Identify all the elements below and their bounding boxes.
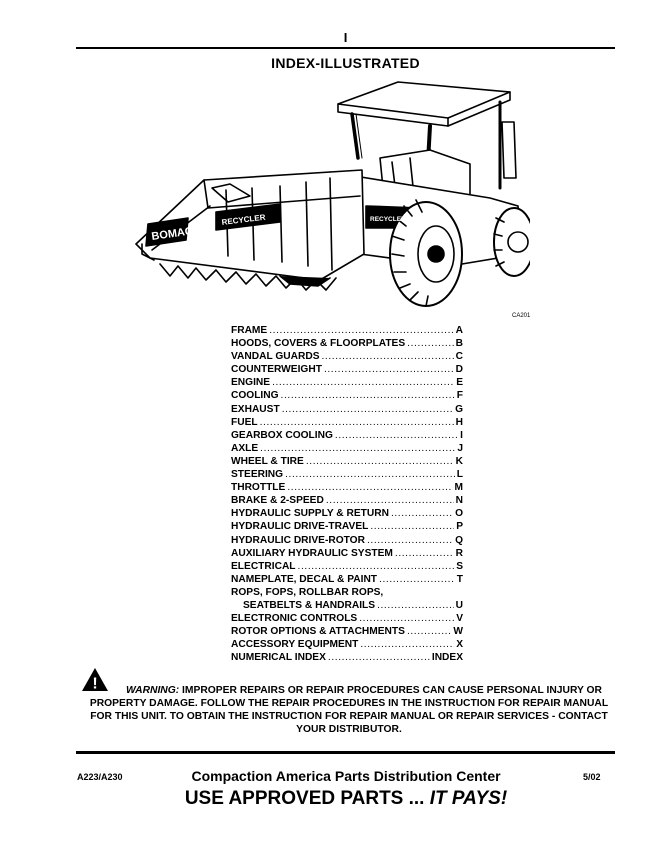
index-section-letter: I: [460, 429, 463, 441]
index-label: ELECTRONIC CONTROLS: [231, 613, 358, 625]
dot-leader: [370, 520, 454, 533]
index-section-letter: A: [455, 325, 463, 336]
dot-leader: [360, 638, 454, 651]
index-label: HYDRAULIC DRIVE-ROTOR: [231, 534, 365, 546]
dot-leader: [395, 547, 454, 560]
index-section-letter: R: [455, 547, 463, 559]
warning-text: IMPROPER REPAIRS OR REPAIR PROCEDURES CAN CAUSE PERSONAL INJURY OR PROPERTY DAMAGE. FOLLOW THE REPAIR PROCEDURES IN THE INSTRUCTION FOR REPAIR MANUAL FOR THIS UNIT. TO OBTAIN THE INSTRUCTION FOR REPAIR MANUAL OR REPAIR SERVICES - CONTACT YOUR DISTRIBUTOR.: [89, 685, 609, 736]
dot-leader: [260, 416, 454, 429]
index-section-letter: E: [456, 377, 463, 389]
dot-leader: [282, 403, 453, 416]
dot-leader: [377, 599, 454, 612]
index-row: [231, 350, 463, 363]
index-label: THROTTLE: [231, 482, 286, 494]
index-section-letter: Q: [455, 534, 463, 546]
index-section-letter: F: [456, 390, 463, 402]
warning-notice: [78, 684, 620, 736]
index-row: [231, 547, 463, 560]
page-title: INDEX-ILLUSTRATED: [271, 55, 420, 71]
index-row: [231, 651, 463, 664]
dot-leader: [379, 573, 455, 586]
index-label: VANDAL GUARDS: [231, 351, 320, 363]
index-label: FRAME: [231, 325, 268, 336]
index-section-letter: K: [455, 455, 463, 467]
index-label: NUMERICAL INDEX: [231, 652, 326, 664]
index-section-letter: H: [455, 416, 463, 428]
slogan-main: USE APPROVED PARTS ...: [184, 788, 430, 809]
index-row: [231, 625, 463, 638]
dot-leader: [260, 442, 455, 455]
svg-text:!: !: [92, 675, 98, 692]
index-section-letter: V: [456, 613, 463, 625]
index-section-letter: W: [453, 626, 463, 638]
dot-leader: [326, 494, 454, 507]
side-decal-text: RECYCLER: [370, 216, 406, 223]
figure-code: CA201: [512, 313, 531, 319]
revision-date: 5/02: [583, 772, 601, 782]
index-row: [231, 429, 463, 442]
index-label: ELECTRICAL: [231, 560, 296, 572]
index-row: [231, 468, 463, 481]
index-row: [231, 507, 463, 520]
section-index: [231, 324, 463, 664]
dot-leader: [328, 651, 430, 664]
index-row: [231, 560, 463, 573]
index-label: AXLE: [231, 442, 259, 454]
index-label: STEERING: [231, 469, 284, 481]
index-section-letter: J: [457, 442, 463, 454]
index-label: HYDRAULIC SUPPLY & RETURN: [231, 508, 389, 520]
index-label: HOODS, COVERS & FLOORPLATES: [231, 338, 406, 350]
index-row: [231, 494, 463, 507]
bottom-divider: [76, 751, 615, 754]
index-row: [231, 403, 463, 416]
slogan-emphasis: IT PAYS!: [429, 788, 508, 809]
index-row: [231, 534, 463, 547]
company-name: Compaction America Parts Distribution Center: [191, 768, 501, 784]
index-row: [231, 638, 463, 651]
index-row: [231, 520, 463, 533]
model-code: A223/A230: [77, 772, 123, 782]
index-label: EXHAUST: [231, 403, 280, 415]
index-section-letter: B: [455, 338, 463, 350]
dot-leader: [298, 560, 455, 573]
dot-leader: [281, 389, 455, 402]
index-row: [231, 455, 463, 468]
top-divider: [76, 47, 615, 49]
index-section-letter: N: [455, 495, 463, 507]
index-section-letter: L: [456, 469, 463, 481]
index-section-letter: U: [455, 599, 463, 611]
dot-leader: [359, 612, 454, 625]
slogan: [120, 788, 572, 810]
index-section-letter: M: [454, 482, 463, 494]
index-row: [231, 389, 463, 402]
model-decal-text: RECYCLER: [221, 212, 266, 227]
index-label: WHEEL & TIRE: [231, 455, 304, 467]
index-section-letter: G: [455, 403, 463, 415]
index-label: ENGINE: [231, 377, 271, 389]
index-row: [231, 481, 463, 494]
index-label: AUXILIARY HYDRAULIC SYSTEM: [231, 547, 393, 559]
dot-leader: [367, 534, 453, 547]
index-section-letter: D: [455, 364, 463, 376]
brand-decal-text: BOMAG: [150, 225, 195, 243]
warning-label: WARNING:: [125, 685, 180, 696]
dot-leader: [391, 507, 453, 520]
recycler-machine-illustration: [130, 78, 530, 310]
index-label: BRAKE & 2-SPEED: [231, 495, 324, 507]
index-row: [231, 416, 463, 429]
index-section-letter: O: [455, 508, 463, 520]
index-section-letter: INDEX: [431, 652, 463, 664]
index-section-letter: P: [456, 521, 463, 533]
index-section-letter: S: [456, 560, 463, 572]
dot-leader: [272, 376, 454, 389]
index-label: ROTOR OPTIONS & ATTACHMENTS: [231, 626, 405, 638]
index-row: [231, 599, 463, 612]
index-label: NAMEPLATE, DECAL & PAINT: [231, 573, 378, 585]
index-label: GEARBOX COOLING: [231, 429, 333, 441]
dot-leader: [321, 350, 453, 363]
index-label: SEATBELTS & HANDRAILS: [243, 599, 376, 611]
index-label: ACCESSORY EQUIPMENT: [231, 639, 359, 651]
index-label: ROPS, FOPS, ROLLBAR ROPS,: [231, 586, 384, 598]
index-row: [231, 376, 463, 389]
dot-leader: [407, 625, 451, 638]
index-row: [231, 586, 463, 599]
index-row: [231, 573, 463, 586]
index-section-letter: C: [455, 351, 463, 363]
dot-leader: [306, 455, 454, 468]
dot-leader: [285, 468, 455, 481]
index-label: FUEL: [231, 416, 258, 428]
index-row: [231, 363, 463, 376]
dot-leader: [324, 363, 454, 376]
dot-leader: [407, 337, 453, 350]
index-section-letter: T: [456, 573, 463, 585]
dot-leader: [269, 324, 453, 337]
index-row: [231, 442, 463, 455]
index-section-letter: X: [456, 639, 463, 651]
dot-leader: [287, 481, 452, 494]
index-row: [231, 337, 463, 350]
index-label: COOLING: [231, 390, 279, 402]
section-letter: I: [343, 30, 348, 45]
dot-leader: [335, 429, 458, 442]
index-label: COUNTERWEIGHT: [231, 364, 322, 376]
index-row: [231, 324, 463, 337]
index-label: HYDRAULIC DRIVE-TRAVEL: [231, 521, 369, 533]
index-row: [231, 612, 463, 625]
